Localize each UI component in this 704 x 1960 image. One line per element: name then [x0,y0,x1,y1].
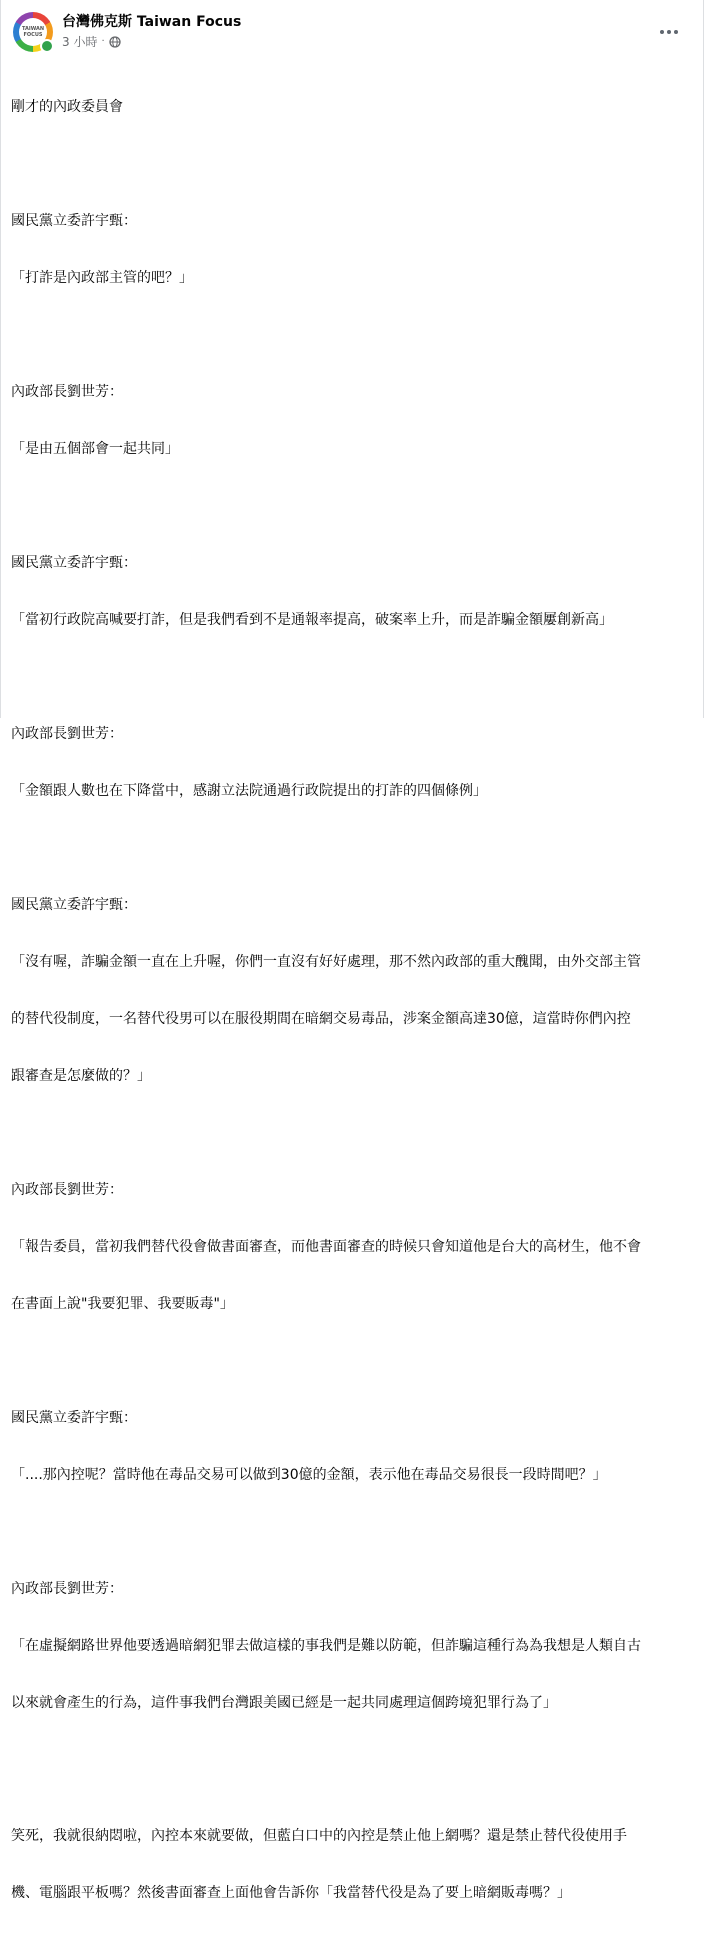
post-time[interactable]: 3 小時 [62,35,98,49]
speaker-label: 國民黨立委許宇甄： [11,213,137,229]
post-meta [62,33,121,50]
speaker-label: 內政部長劉世芳： [11,726,123,742]
quote-line: 「沒有喔，詐騙金額一直在上升喔，你們一直沒有好好處理，那不然內政部的重大醜聞，由外交部主管 [11,954,641,970]
post-paragraph [11,1143,691,1352]
post-paragraph [11,60,691,155]
page-name-link[interactable]: 台灣佛克斯 Taiwan Focus [62,14,242,30]
post-paragraph [11,1542,691,1751]
post-paragraph [11,516,691,668]
quote-line: 以來就會產生的行為，這件事我們台灣跟美國已經是一起共同處理這個跨境犯罪行為了」 [11,1695,557,1711]
meta-separator: · [101,36,105,47]
more-options-icon[interactable] [655,18,683,46]
post-paragraph [11,1789,691,1941]
post-paragraph [11,345,691,497]
post-paragraph [11,1371,691,1523]
quote-line: 「....那內控呢？當時他在毒品交易可以做到30億的金額，表示他在毒品交易很長一段時間吧？」 [11,1467,607,1483]
comment-line: 機、電腦跟平板嗎？然後書面審查上面他會告訴你「我當替代役是為了要上暗網販毒嗎？」 [11,1885,571,1901]
speaker-label: 國民黨立委許宇甄： [11,1410,137,1426]
post-body [11,60,691,1960]
online-status-dot [40,39,54,53]
post-paragraph [11,174,691,326]
quote-line: 跟審查是怎麼做的？」 [11,1068,151,1084]
quote-line: 「當初行政院高喊要打詐，但是我們看到不是通報率提高，破案率上升，而是詐騙金額屢創新高」 [11,612,613,628]
quote-line: 的替代役制度，一名替代役男可以在服役期間在暗網交易毒品，涉案金額高達30億，這當時你們內控 [11,1011,631,1027]
speaker-label: 內政部長劉世芳： [11,1581,123,1597]
speaker-label: 國民黨立委許宇甄： [11,897,137,913]
comment-line: 笑死，我就很納悶啦，內控本來就要做，但藍白口中的內控是禁止他上網嗎？還是禁止替代役使用手 [11,1828,627,1844]
quote-line: 「報告委員，當初我們替代役會做書面審查，而他書面審查的時候只會知道他是台大的高材生，他不會 [11,1239,641,1255]
quote-line: 在書面上說"我要犯罪、我要販毒"」 [11,1296,234,1312]
post-paragraph [11,687,691,839]
globe-icon[interactable] [109,36,121,48]
speaker-label: 國民黨立委許宇甄： [11,555,137,571]
quote-line: 「在虛擬網路世界他要透過暗網犯罪去做這樣的事我們是難以防範，但詐騙這種行為為我想是人類自古 [11,1638,641,1654]
post-line: 剛才的內政委員會 [11,99,123,115]
quote-line: 「打詐是內政部主管的吧？」 [11,270,193,286]
post-paragraph [11,858,691,1124]
quote-line: 「金額跟人數也在下降當中，感謝立法院通過行政院提出的打詐的四個條例」 [11,783,487,799]
quote-line: 「是由五個部會一起共同」 [11,441,179,457]
speaker-label: 內政部長劉世芳： [11,384,123,400]
avatar-text-2: FOCUS [23,32,43,38]
page-avatar[interactable] [13,12,53,52]
post-header [1,0,703,60]
speaker-label: 內政部長劉世芳： [11,1182,123,1198]
avatar-text-1: TAIWAN [21,26,45,32]
